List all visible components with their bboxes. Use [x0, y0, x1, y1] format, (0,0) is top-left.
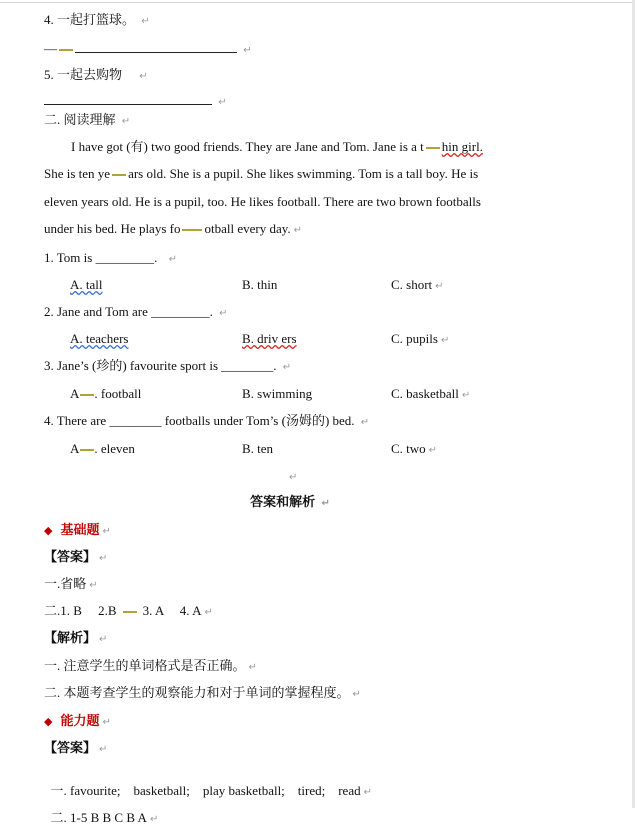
paragraph-mark: ↵ — [102, 526, 111, 537]
passage-line-4 — [44, 215, 530, 244]
passage-text: eleven years old. He is a pupil, too. He likes football. There are two brown footballs — [44, 193, 481, 209]
diamond-bullet-icon: ◆ — [44, 524, 53, 537]
question-2 — [44, 304, 228, 322]
option-text: B. driv ers — [242, 331, 297, 346]
answers-title-text: 答案和解析 — [250, 494, 316, 509]
option-text: A. tall — [70, 277, 103, 292]
analysis-1-text: 一. 注意学生的单词格式是否正确。 — [44, 658, 246, 673]
ability-answer-1-text: 一. favourite; basketball; play basketball; tired; read — [50, 783, 361, 798]
option-text: . football — [94, 386, 142, 401]
passage-line-1 — [44, 133, 530, 160]
option-text: B. ten — [242, 441, 274, 456]
paragraph-mark: ↵ — [428, 445, 438, 456]
basic-answer-2-text: 3. A 4. A — [142, 603, 202, 618]
item-5-answer-line — [44, 92, 227, 111]
diamond-bullet-icon: ◆ — [44, 715, 53, 728]
analysis-2-text: 二. 本题考查学生的观察能力和对于单词的掌握程度。 — [44, 685, 350, 700]
paragraph-mark: ↵ — [282, 362, 292, 373]
grammar-mark — [426, 147, 440, 149]
option-text: C. short — [391, 277, 433, 292]
paragraph-mark: ↵ — [168, 254, 177, 265]
paragraph-mark: ↵ — [121, 116, 131, 127]
option-a — [70, 277, 193, 293]
ability-answer-2 — [44, 794, 158, 828]
question-text: 2. Jane and Tom are _________. — [44, 304, 213, 319]
empty-paragraph — [286, 468, 297, 486]
option-c — [391, 386, 470, 404]
paragraph-mark: ↵ — [289, 472, 298, 483]
paragraph-mark: ↵ — [243, 45, 252, 56]
reading-passage — [44, 133, 530, 244]
option-c — [391, 331, 449, 349]
question-4 — [44, 413, 369, 431]
answer-label — [44, 549, 107, 567]
basic-heading-text: 基础题 — [60, 522, 100, 537]
question-text: 4. There are ________ footballs under Tom’s (汤姆的) bed. — [44, 413, 355, 428]
option-text: B. thin — [242, 277, 278, 292]
page-top-rule — [0, 2, 632, 3]
grammar-mark — [112, 174, 126, 176]
analysis-1 — [44, 658, 257, 676]
paragraph-mark: ↵ — [293, 224, 303, 236]
option-b — [242, 331, 297, 347]
ability-heading — [44, 713, 111, 731]
paragraph-mark: ↵ — [204, 607, 213, 618]
option-a — [70, 331, 190, 347]
passage-text: I have got (有) two good friends. They are Jane and Tom. Jane is a t — [71, 139, 424, 154]
option-text: C. two — [391, 441, 426, 456]
item-4-line — [44, 12, 150, 30]
option-text: . eleven — [94, 441, 135, 456]
option-a — [70, 441, 135, 457]
item-4-text: 4. 一起打篮球。 — [44, 12, 136, 27]
passage-text: otball every day. — [204, 220, 291, 236]
paragraph-mark: ↵ — [139, 71, 148, 82]
basic-heading — [44, 522, 111, 540]
answer-blank — [75, 40, 237, 53]
option-c — [391, 277, 444, 295]
question-3 — [44, 358, 291, 376]
question-text: 1. Tom is _________. — [44, 250, 158, 265]
answers-title — [0, 494, 580, 512]
paragraph-mark: ↵ — [435, 281, 444, 292]
reading-heading — [44, 112, 130, 130]
ability-heading-text: 能力题 — [60, 713, 100, 728]
paragraph-mark: ↵ — [248, 662, 257, 673]
paragraph-mark: ↵ — [102, 717, 111, 728]
option-text: A. teachers — [70, 331, 129, 346]
option-text: C. pupils — [391, 331, 438, 346]
passage-text: under his bed. He plays fo — [44, 220, 181, 236]
option-text: A — [70, 386, 80, 401]
analysis-label — [44, 630, 107, 648]
paragraph-mark: ↵ — [352, 689, 361, 700]
option-a — [70, 386, 141, 402]
grammar-mark — [80, 394, 94, 396]
paragraph-mark: ↵ — [363, 787, 372, 798]
option-b — [242, 386, 312, 402]
ability-answer-2-text: 二. 1-5 B B C B A — [50, 810, 147, 825]
question-1 — [44, 250, 177, 268]
answer-label-text: 【答案】 — [44, 740, 97, 755]
paragraph-mark: ↵ — [149, 814, 159, 825]
paragraph-mark: ↵ — [89, 580, 98, 591]
passage-text: ars old. She is a pupil. She likes swimming. Tom is a tall boy. He is — [128, 166, 479, 182]
item-4-answer-prefix: — — [44, 41, 57, 56]
passage-text: hin girl. — [441, 139, 483, 154]
paragraph-mark: ↵ — [141, 16, 150, 27]
paragraph-mark: ↵ — [461, 390, 471, 401]
basic-answer-1 — [44, 576, 98, 594]
paragraph-mark: ↵ — [99, 744, 108, 755]
grammar-mark — [80, 449, 94, 451]
basic-answer-2 — [44, 603, 213, 621]
item-4-answer-line — [44, 40, 252, 59]
analysis-label-text: 【解析】 — [44, 630, 97, 645]
option-b — [242, 441, 273, 457]
analysis-2 — [44, 685, 361, 703]
paragraph-mark: ↵ — [218, 97, 227, 108]
grammar-mark — [123, 611, 137, 613]
paragraph-mark: ↵ — [99, 553, 108, 564]
paragraph-mark: ↵ — [360, 417, 370, 428]
passage-text: She is ten ye — [44, 166, 111, 182]
answer-blank — [44, 92, 212, 105]
option-b — [242, 277, 277, 293]
ability-answer-label — [44, 740, 107, 758]
option-text: C. basketball — [391, 386, 459, 401]
paragraph-mark: ↵ — [321, 498, 330, 509]
item-5-line — [44, 67, 148, 85]
reading-heading-text: 二. 阅读理解 — [44, 112, 116, 127]
option-c — [391, 441, 437, 459]
basic-answer-1-text: 一.省略 — [44, 576, 87, 591]
item-5-text: 5. 一起去购物 — [44, 67, 123, 82]
passage-line-3 — [44, 188, 530, 215]
question-text: 3. Jane’s (珍的) favourite sport is ________. — [44, 358, 277, 373]
paragraph-mark: ↵ — [440, 335, 450, 346]
answer-label-text: 【答案】 — [44, 549, 97, 564]
grammar-mark — [59, 49, 73, 51]
paragraph-mark: ↵ — [99, 634, 108, 645]
paragraph-mark: ↵ — [219, 308, 228, 319]
passage-line-2 — [44, 160, 530, 187]
option-text: A — [70, 441, 80, 456]
basic-answer-2-text: 二.1. B 2.B — [44, 603, 117, 618]
grammar-mark — [182, 229, 202, 231]
option-text: B. swimming — [242, 386, 313, 401]
